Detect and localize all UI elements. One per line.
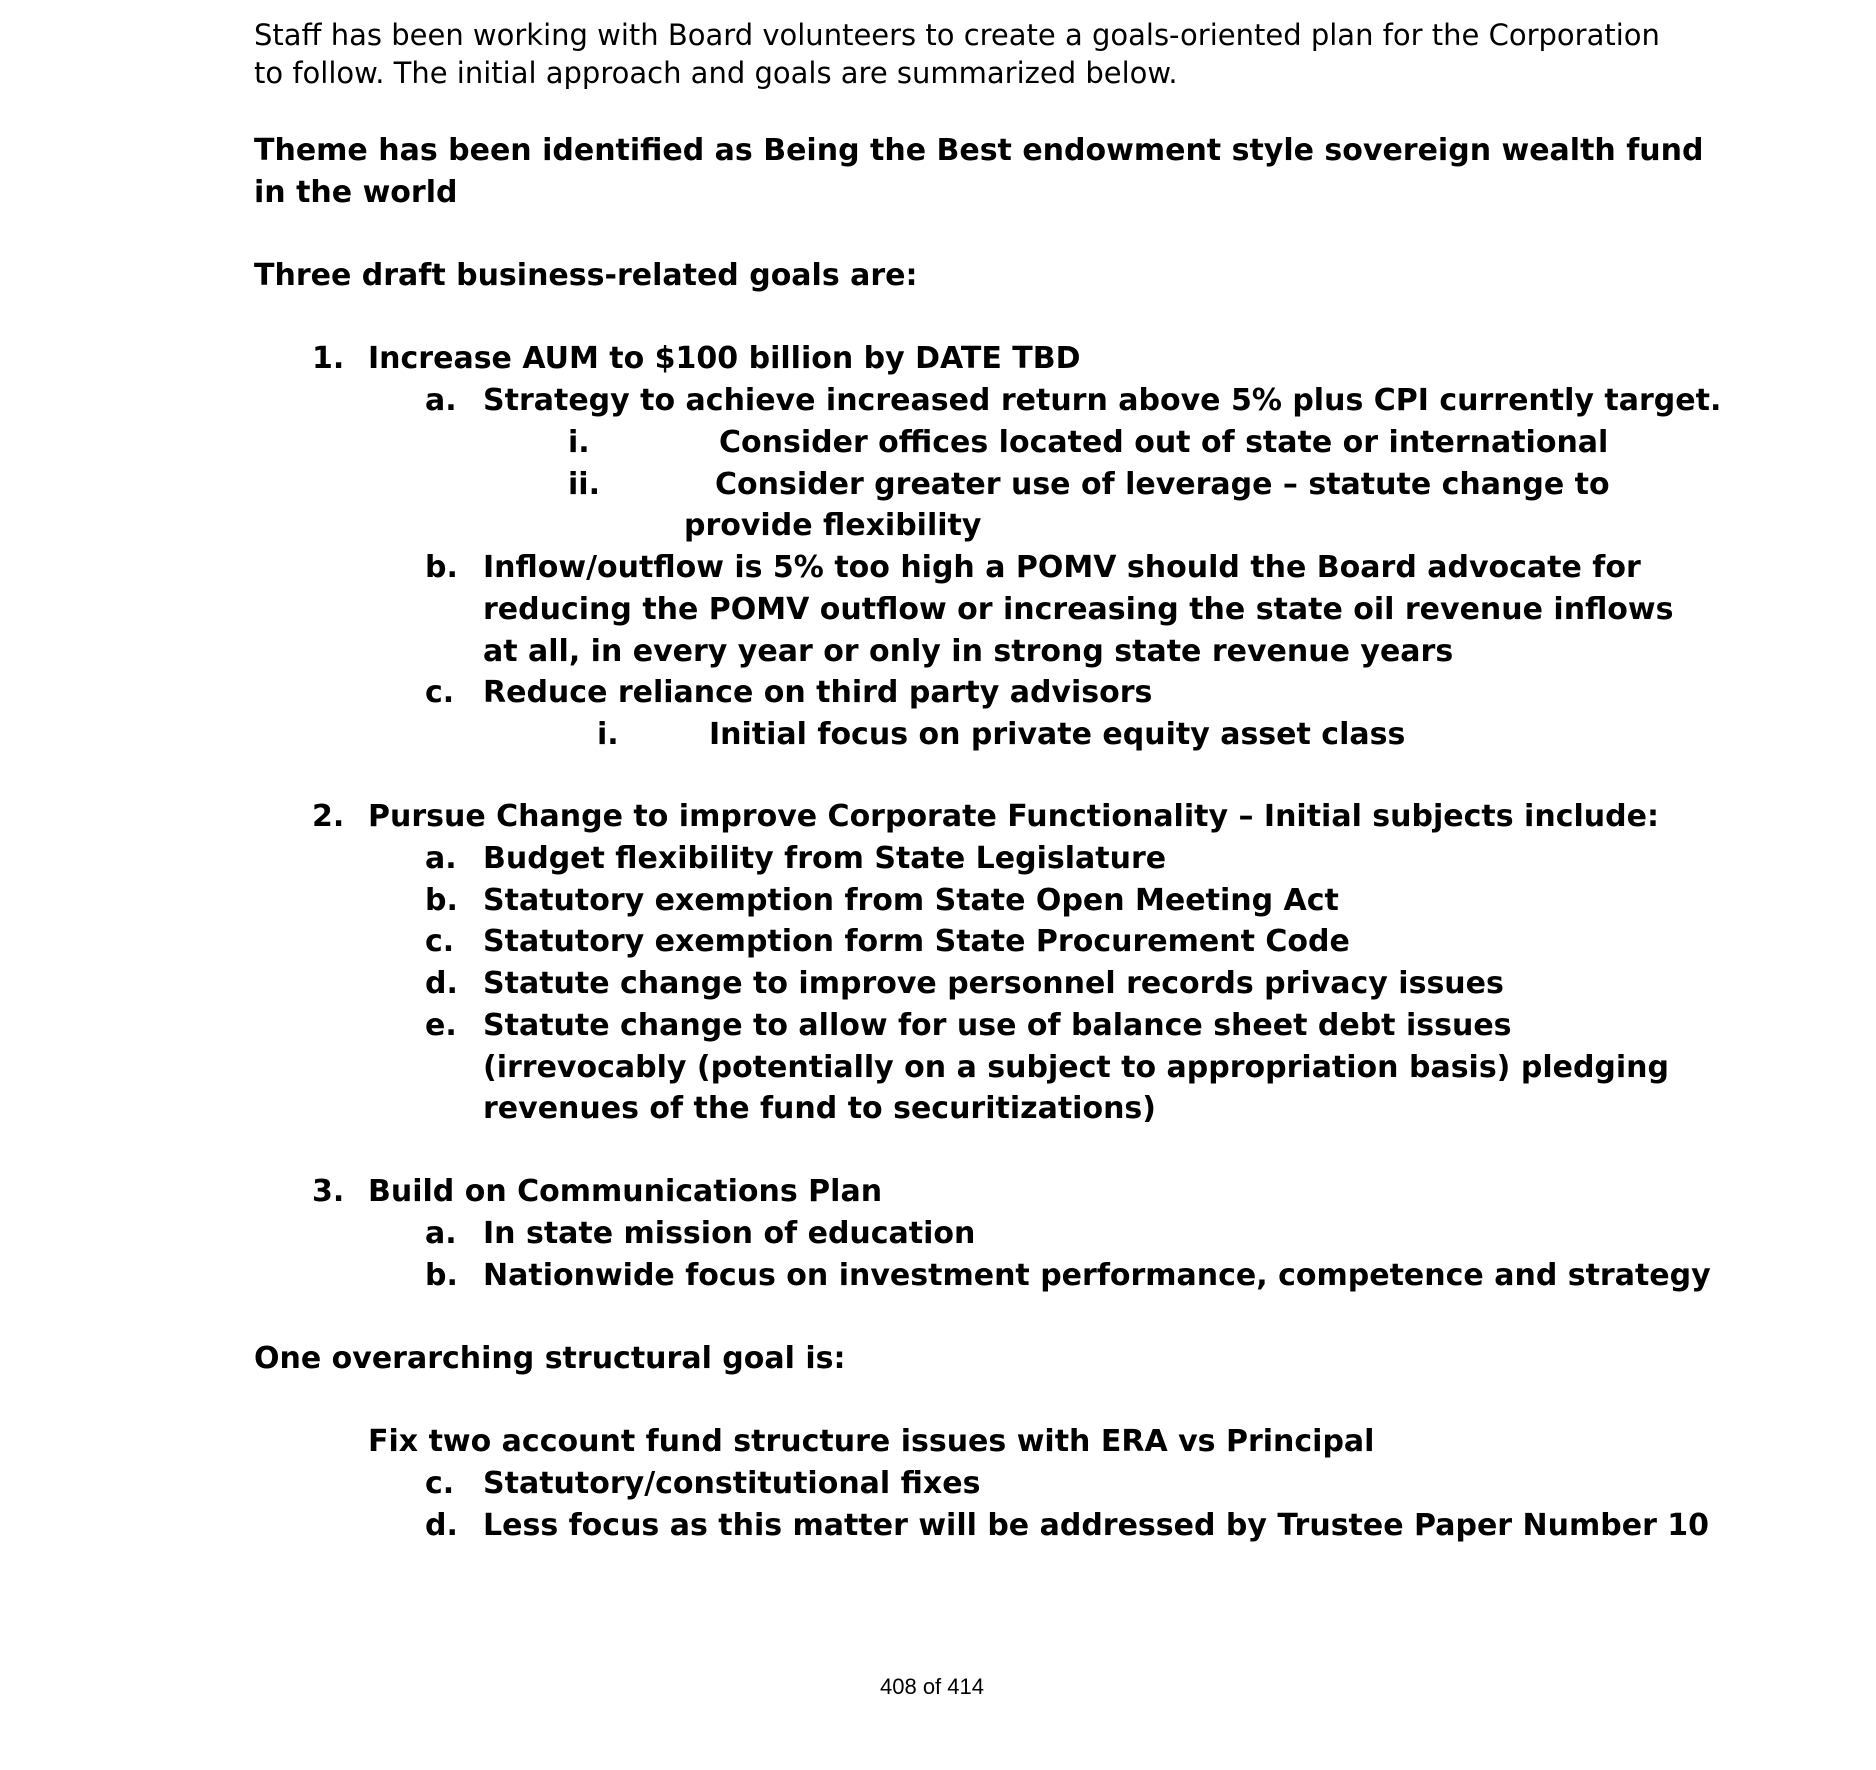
goal-2-text: Pursue Change to improve Corporate Functionality – Initial subjects include: xyxy=(368,799,1659,834)
structural-d-text: Less focus as this matter will be addressed by Trustee Paper Number 10 xyxy=(483,1508,1710,1543)
goal-2c-marker: c. xyxy=(425,924,455,959)
goal-1b-line-2: reducing the POMV outflow or increasing the state oil revenue inflows xyxy=(483,592,1674,627)
goal-2e-line-1: Statute change to allow for use of balance sheet debt issues xyxy=(483,1008,1512,1043)
goal-1a-marker: a. xyxy=(425,383,457,418)
goal-3b-marker: b. xyxy=(425,1258,458,1293)
business-goals-heading: Three draft business-related goals are: xyxy=(254,258,918,293)
intro-line-1: Staff has been working with Board volunteers to create a goals-oriented plan for the Corporation xyxy=(254,18,1660,52)
goal-2b-text: Statutory exemption from State Open Meeting Act xyxy=(483,883,1339,918)
goal-3-text: Build on Communications Plan xyxy=(368,1174,883,1209)
goal-1c-i-text: Initial focus on private equity asset class xyxy=(709,717,1406,752)
goal-1a-ii-line-1: Consider greater use of leverage – statute change to xyxy=(715,467,1610,502)
goal-3-number: 3. xyxy=(312,1174,345,1209)
intro-line-2: to follow. The initial approach and goals are summarized below. xyxy=(254,56,1178,90)
structural-d-marker: d. xyxy=(425,1508,458,1543)
goal-1c-i-marker: i. xyxy=(597,717,619,752)
goal-2c-text: Statutory exemption form State Procurement Code xyxy=(483,924,1350,959)
goal-2e-line-3: revenues of the fund to securitizations) xyxy=(483,1091,1156,1126)
page-number: 408 of 414 xyxy=(880,1674,984,1699)
goal-1a-i-text: Consider offices located out of state or international xyxy=(719,425,1609,460)
goal-2-number: 2. xyxy=(312,799,345,834)
goal-2a-marker: a. xyxy=(425,841,457,876)
goal-2b-marker: b. xyxy=(425,883,458,918)
goal-1a-text: Strategy to achieve increased return above 5% plus CPI currently target. xyxy=(483,383,1722,418)
goal-1b-marker: b. xyxy=(425,550,458,585)
goal-2e-line-2: (irrevocably (potentially on a subject to appropriation basis) pledging xyxy=(483,1050,1670,1085)
goal-3b-text: Nationwide focus on investment performance, competence and strategy xyxy=(483,1258,1711,1293)
theme-line-1: Theme has been identified as Being the Best endowment style sovereign wealth fund xyxy=(254,133,1704,168)
goal-3a-text: In state mission of education xyxy=(483,1216,976,1251)
goal-3a-marker: a. xyxy=(425,1216,457,1251)
structural-goal-heading: One overarching structural goal is: xyxy=(254,1341,846,1376)
goal-1a-i-marker: i. xyxy=(568,425,590,460)
structural-c-text: Statutory/constitutional fixes xyxy=(483,1466,981,1501)
goal-1c-text: Reduce reliance on third party advisors xyxy=(483,675,1153,710)
goal-2d-text: Statute change to improve personnel records privacy issues xyxy=(483,966,1504,1001)
goal-1-text: Increase AUM to $100 billion by DATE TBD xyxy=(368,341,1081,376)
goal-2a-text: Budget flexibility from State Legislature xyxy=(483,841,1167,876)
goal-1b-line-1: Inflow/outflow is 5% too high a POMV should the Board advocate for xyxy=(483,550,1641,585)
goal-1c-marker: c. xyxy=(425,675,455,710)
goal-1b-line-3: at all, in every year or only in strong state revenue years xyxy=(483,634,1454,669)
goal-2d-marker: d. xyxy=(425,966,458,1001)
goal-1a-ii-marker: ii. xyxy=(568,467,600,502)
structural-goal-text: Fix two account fund structure issues with ERA vs Principal xyxy=(368,1424,1375,1459)
goal-2e-marker: e. xyxy=(425,1008,457,1043)
goal-1a-ii-line-2: provide flexibility xyxy=(684,508,982,543)
theme-line-2: in the world xyxy=(254,175,458,210)
goal-1-number: 1. xyxy=(312,341,345,376)
structural-c-marker: c. xyxy=(425,1466,455,1501)
